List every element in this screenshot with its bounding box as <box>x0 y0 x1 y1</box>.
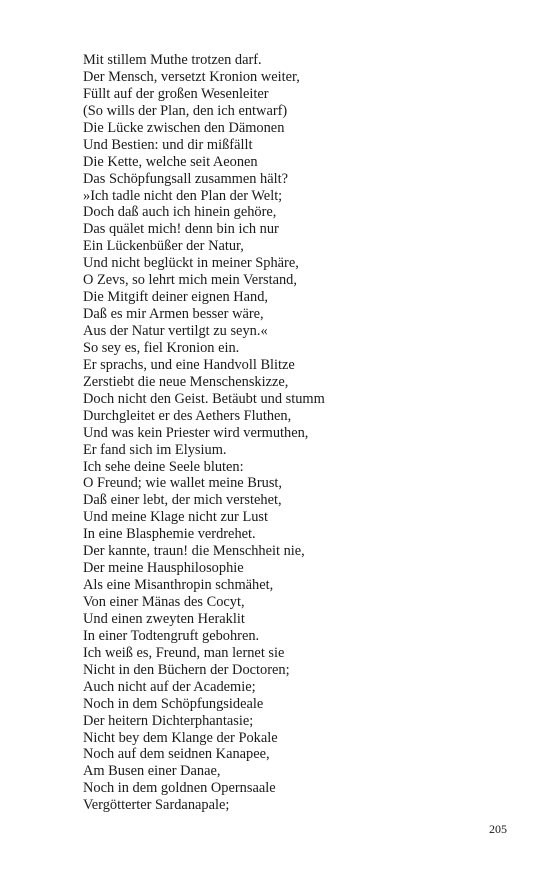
poem-line: Durchgleitet er des Aethers Fluthen, <box>83 407 292 424</box>
poem-line: Der kannte, traun! die Menschheit nie, <box>83 543 305 560</box>
poem-line: Er fand sich im Elysium. <box>83 441 227 458</box>
poem-line: Die Lücke zwischen den Dämonen <box>83 119 285 136</box>
poem-line: So sey es, fiel Kronion ein. <box>83 339 240 356</box>
poem-line: Zerstiebt die neue Menschenskizze, <box>83 373 289 390</box>
poem-line: Ich sehe deine Seele bluten: <box>83 458 244 475</box>
poem-line: Das quälet mich! denn bin ich nur <box>83 221 279 238</box>
poem-line: Füllt auf der großen Wesenleiter <box>83 85 269 102</box>
poem-line: Und was kein Priester wird vermuthen, <box>83 424 309 441</box>
poem-line: Daß es mir Armen besser wäre, <box>83 306 264 323</box>
poem-line: Er sprachs, und eine Handvoll Blitze <box>83 356 295 373</box>
poem-line: Auch nicht auf der Academie; <box>83 678 256 695</box>
poem-line: Als eine Misanthropin schmähet, <box>83 577 274 594</box>
poem-line: Mit stillem Muthe trotzen darf. <box>83 52 262 68</box>
poem-line: Die Kette, welche seit Aeonen <box>83 153 258 170</box>
poem-line: Die Mitgift deiner eignen Hand, <box>83 289 269 306</box>
poem-line: Und einen zweyten Heraklit <box>83 610 245 627</box>
poem-line: Aus der Natur vertilgt zu seyn.« <box>83 323 268 339</box>
poem-line: Der meine Hausphilosophie <box>83 560 244 577</box>
poem-line: Doch nicht den Geist. Betäubt und stumm <box>83 390 325 407</box>
poem-line: O Zevs, so lehrt mich mein Verstand, <box>83 272 297 289</box>
poem-line: Doch daß auch ich hinein gehöre, <box>83 204 277 221</box>
poem-line: Nicht bey dem Klange der Pokale <box>83 729 278 746</box>
poem-line: Daß einer lebt, der mich verstehet, <box>83 492 282 509</box>
poem-line: Das Schöpfungsall zusammen hält? <box>83 170 289 187</box>
poem-line: Noch in dem Schöpfungsideale <box>83 695 264 712</box>
page-number: 205 <box>489 822 507 836</box>
poem-line: Nicht in den Büchern der Doctoren; <box>83 661 290 678</box>
poem-line: Und meine Klage nicht zur Lust <box>83 509 269 526</box>
poem-line: Von einer Mänas des Cocyt, <box>83 594 245 610</box>
poem-line: O Freund; wie wallet meine Brust, <box>83 475 283 492</box>
poem-line: »Ich tadle nicht den Plan der Welt; <box>83 187 283 204</box>
poem-line: Und Bestien: und dir mißfällt <box>83 136 253 153</box>
poem-line: Noch in dem goldnen Opernsaale <box>83 780 276 797</box>
poem-line: Und nicht beglückt in meiner Sphäre, <box>83 255 299 272</box>
poem-line: Noch auf dem seidnen Kanapee, <box>83 746 270 763</box>
poem-line: Der Mensch, versetzt Kronion weiter, <box>83 68 300 85</box>
poem-line: In eine Blasphemie verdrehet. <box>83 526 256 543</box>
poem-line: Ein Lückenbüßer der Natur, <box>83 238 244 255</box>
poem-line: Am Busen einer Danae, <box>83 763 221 780</box>
poem-line: In einer Todtengruft gebohren. <box>83 627 260 644</box>
poem-line: (So wills der Plan, den ich entwarf) <box>83 102 288 119</box>
poem-line: Vergötterter Sardanapale; <box>83 797 230 814</box>
poem-line: Ich weiß es, Freund, man lernet sie <box>83 644 285 661</box>
poem-text-block <box>83 52 503 814</box>
poem-line: Der heitern Dichterphantasie; <box>83 712 254 729</box>
